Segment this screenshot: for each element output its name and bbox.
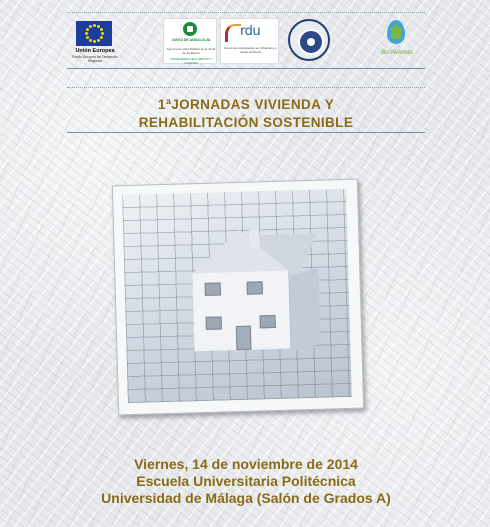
eu-flag-icon — [76, 21, 112, 46]
event-title — [67, 96, 425, 132]
eu-star-icon — [93, 24, 96, 27]
event-location: Universidad de Málaga (Salón de Grados A) — [101, 490, 391, 506]
title-line-2: REHABILITACIÓN SOSTENIBLE — [138, 115, 354, 130]
house-model-photo — [122, 189, 352, 403]
event-venue: Escuela Universitaria Politécnica — [136, 473, 356, 489]
house-icon — [391, 30, 401, 39]
eu-logo — [69, 18, 121, 64]
eu-star-icon — [89, 39, 92, 42]
event-date: Viernes, 14 de noviembre de 2014 — [134, 456, 358, 472]
event-details — [67, 456, 425, 507]
biovivienda-logo — [375, 18, 419, 64]
eu-star-icon — [101, 32, 104, 35]
eu-logo-text: Unión Europea — [75, 48, 115, 54]
house-model-icon — [171, 228, 325, 362]
rdu-logo-subtitle: Grupo de Investigación en Urbanismo y medio ambiente — [224, 46, 277, 54]
rdu-logo — [220, 18, 279, 64]
eu-star-icon — [93, 40, 96, 43]
title-line-1: 1ªJORNADAS VIVIENDA Y — [157, 97, 335, 112]
title-blue-rule — [67, 132, 425, 133]
eu-logo-subtitle: Fondo Europeo de Desarrollo Regional — [72, 55, 118, 63]
eu-star-icon — [85, 32, 88, 35]
university-seal-icon — [288, 19, 330, 61]
rdu-swoosh-icon — [225, 24, 241, 42]
header-blue-rule — [67, 68, 425, 69]
junta-logo-line2: CONSEJERÍA DE FOMENTO Y VIVIENDA — [169, 57, 213, 65]
eu-star-icon — [86, 28, 89, 31]
eu-star-icon — [100, 36, 103, 39]
junta-emblem-icon — [183, 22, 197, 36]
top-dotted-rule — [67, 12, 425, 13]
house-photo-frame — [112, 179, 364, 416]
seal-emblem-icon — [298, 29, 324, 55]
rdu-logo-text: rdu — [240, 24, 261, 39]
bio-logo-text: BioVivienda — [381, 50, 413, 56]
junta-logo-text: JUNTA DE ANDALUCIA — [171, 38, 211, 42]
junta-logo-line1: Agencia de Obra Pública de la Junta de Andalucía — [166, 47, 216, 55]
eu-star-icon — [89, 25, 92, 28]
title-dotted-rule — [67, 87, 425, 88]
logo-strip — [67, 18, 425, 64]
eu-star-icon — [97, 39, 100, 42]
eu-star-icon — [100, 28, 103, 31]
junta-andalucia-logo — [163, 18, 217, 64]
